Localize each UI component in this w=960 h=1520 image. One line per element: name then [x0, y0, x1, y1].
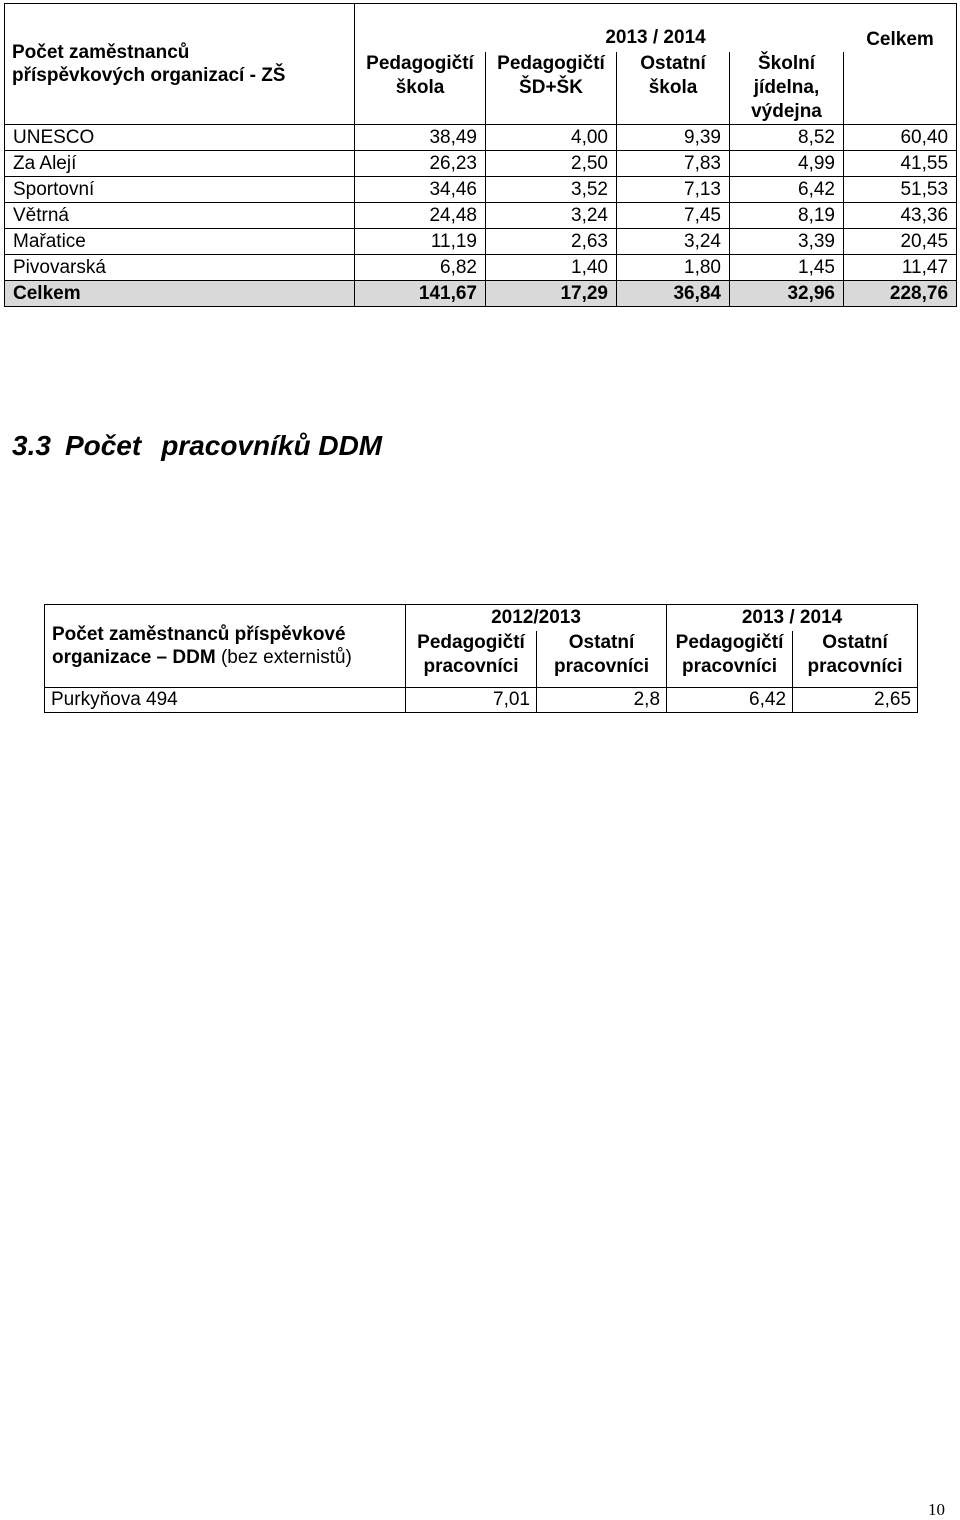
table-row: [5, 125, 957, 151]
row-value: 11,19: [355, 229, 486, 255]
row-name: UNESCO: [5, 125, 355, 151]
row-value: 51,53: [844, 177, 957, 203]
row-value: 34,46: [355, 177, 486, 203]
row-value: 1,45: [730, 255, 844, 281]
table-row: [5, 203, 957, 229]
row-value: 4,00: [486, 125, 617, 151]
row-value: 1,40: [486, 255, 617, 281]
row-value: 20,45: [844, 229, 957, 255]
section-word: Počet: [64, 430, 142, 461]
col-header-line1: Ostatní: [822, 632, 888, 653]
row-value: 43,36: [844, 203, 957, 229]
row-name: Pivovarská: [5, 255, 355, 281]
col-header-line1: Pedagogičtí: [497, 53, 605, 74]
table2-year-header: 2012/2013: [406, 605, 667, 632]
table1-corner-line1: Počet zaměstnanců: [12, 42, 190, 63]
table2-corner-line2: [52, 646, 399, 669]
row-value: 41,55: [844, 151, 957, 177]
row-value: 141,67: [355, 281, 486, 307]
table-row: [45, 688, 918, 713]
table2-col-header: [793, 631, 918, 688]
row-value: 36,84: [617, 281, 730, 307]
row-name: Za Alejí: [5, 151, 355, 177]
row-value: 9,39: [617, 125, 730, 151]
staff-table-zs: [4, 3, 957, 307]
table1-corner-line2: příspěvkových organizací - ZŠ: [12, 65, 286, 86]
col-header-line3: výdejna: [751, 101, 822, 122]
row-value: 1,80: [617, 255, 730, 281]
table-row: [5, 229, 957, 255]
col-header-line2: pracovníci: [807, 656, 903, 677]
table1-col-header: [355, 52, 486, 125]
row-value: 6,42: [730, 177, 844, 203]
row-value: 2,8: [537, 688, 667, 713]
col-header-line2: jídelna,: [753, 77, 820, 98]
row-value: 7,83: [617, 151, 730, 177]
table2-corner-bold-b: organizace – DDM: [52, 647, 216, 668]
table2-corner-header: [45, 605, 406, 688]
col-header-line2: ŠD+ŠK: [519, 77, 583, 98]
section-heading: [12, 430, 382, 462]
row-value: 8,52: [730, 125, 844, 151]
table-row: [5, 151, 957, 177]
row-value: 6,82: [355, 255, 486, 281]
row-value: 17,29: [486, 281, 617, 307]
table-row: [5, 177, 957, 203]
col-header-line2: pracovníci: [553, 656, 650, 677]
table1-corner-header: [5, 4, 355, 125]
table-row: [5, 255, 957, 281]
table1-col-header: [730, 52, 844, 125]
table1-year-header: 2013 / 2014: [355, 4, 957, 53]
table1-col-header: [617, 52, 730, 125]
row-value: 2,50: [486, 151, 617, 177]
table1-col-header: [844, 28, 957, 101]
col-header-line2: škola: [395, 77, 445, 98]
row-value: 60,40: [844, 125, 957, 151]
row-value: 26,23: [355, 151, 486, 177]
row-value: 8,19: [730, 203, 844, 229]
col-header-line1: Školní: [757, 53, 815, 74]
row-name: Mařatice: [5, 229, 355, 255]
row-value: 7,45: [617, 203, 730, 229]
col-header-line1: Pedagogičtí: [366, 53, 474, 74]
row-value: 3,24: [486, 203, 617, 229]
row-value: 32,96: [730, 281, 844, 307]
row-value: 7,01: [406, 688, 537, 713]
col-header-line2: pracovníci: [423, 656, 519, 677]
table2-corner-normal: (bez externistů): [220, 647, 352, 668]
table1-col-header: [486, 52, 617, 125]
row-name: Celkem: [5, 281, 355, 307]
col-header-line1: Ostatní: [568, 632, 635, 653]
row-name: Větrná: [5, 203, 355, 229]
row-name: Purkyňova 494: [45, 688, 406, 713]
table2-col-header: [537, 631, 667, 688]
section-number: 3.3: [12, 430, 51, 461]
col-header-line1: Pedagogičtí: [417, 632, 525, 653]
col-header-line2: pracovníci: [681, 656, 778, 677]
staff-table-ddm: [44, 604, 918, 713]
row-value: 3,52: [486, 177, 617, 203]
row-name: Sportovní: [5, 177, 355, 203]
row-value: 7,13: [617, 177, 730, 203]
row-value: 3,39: [730, 229, 844, 255]
row-value: 38,49: [355, 125, 486, 151]
row-value: 3,24: [617, 229, 730, 255]
row-value: 24,48: [355, 203, 486, 229]
row-value: 11,47: [844, 255, 957, 281]
table2-corner-line1: [52, 623, 399, 646]
table2-col-header: [406, 631, 537, 688]
row-value: 2,65: [793, 688, 918, 713]
row-value: 2,63: [486, 229, 617, 255]
col-header-line1: Celkem: [866, 29, 934, 50]
page-number: 10: [928, 1500, 945, 1519]
col-header-line1: Ostatní: [640, 53, 706, 74]
table2-corner-bold-a: Počet zaměstnanců příspěvkové: [52, 624, 346, 645]
table2-col-header: [667, 631, 793, 688]
col-header-line1: Pedagogičtí: [675, 632, 784, 653]
section-title-rest: pracovníků DDM: [161, 430, 383, 461]
row-value: 6,42: [667, 688, 793, 713]
col-header-line2: škola: [648, 77, 698, 98]
row-value: 4,99: [730, 151, 844, 177]
table2-year-header: 2013 / 2014: [667, 605, 918, 632]
total-row: [5, 281, 957, 307]
row-value: 228,76: [844, 281, 957, 307]
